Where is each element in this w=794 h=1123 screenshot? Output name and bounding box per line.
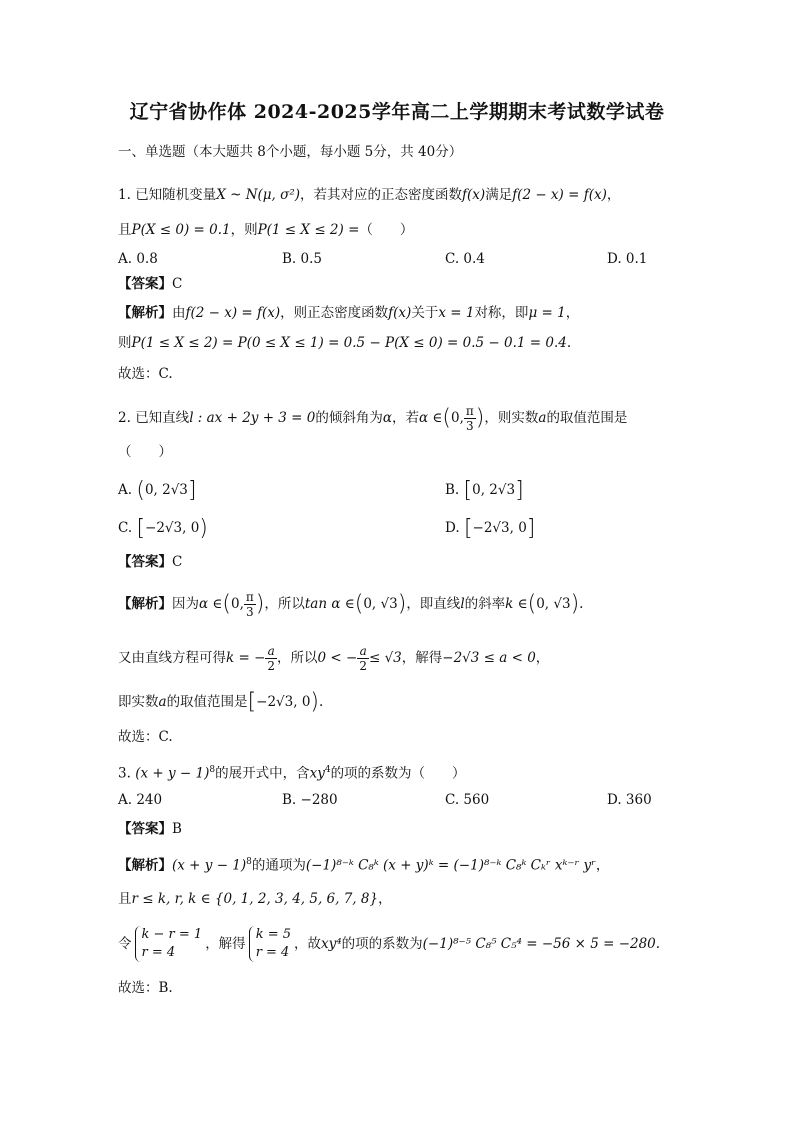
q3-option-c: C. 560	[445, 792, 490, 808]
frac-a-over-2: $\frac{a}{2}$	[359, 644, 367, 673]
frac-pi-over-3: $\frac{\pi}{3}$	[465, 404, 474, 433]
q1-stem-line2: 且P(X ≤ 0) = 0.1，则P(1 ≤ X ≤ 2) =（ ）	[118, 222, 414, 238]
q3-answer: 【答案】B	[118, 821, 182, 837]
q3-analysis-line1: 【解析】$(x + y - 1)^8$的通项为(−1)⁸⁻ᵏ C₈ᵏ (x + y)ᵏ = (−1)⁸⁻ᵏ C₈ᵏ Cₖʳ xᵏ⁻ʳ yʳ，	[118, 857, 610, 874]
q3-option-b: B. −280	[282, 792, 338, 808]
q3-analysis-line2: 且r ≤ k, r, k ∈ {0, 1, 2, 3, 4, 5, 6, 7, 8}，	[118, 891, 392, 907]
q2-option-c: C. [−2√3, 0)	[118, 516, 208, 541]
q2-stem-line1: 2. 已知直线l : ax + 2y + 3 = 0的倾斜角为α，若α ∈(0, $\frac{\pi}{3}$ )，则实数a的取值范围是	[118, 404, 628, 433]
q2-answer: 【答案】C	[118, 554, 183, 570]
q1-option-b: B. 0.5	[282, 251, 322, 267]
q2-option-d: D. [−2√3, 0]	[445, 516, 536, 541]
q3-conclusion: 故选：B.	[118, 980, 173, 996]
q1-analysis-line1: 【解析】由f(2 − x) = f(x)，则正态密度函数f(x)关于x = 1对称，即μ = 1，	[118, 305, 580, 321]
q1-conclusion: 故选：C.	[118, 366, 173, 382]
q1-option-d: D. 0.1	[607, 251, 648, 267]
q1-analysis-line2: 则P(1 ≤ X ≤ 2) = P(0 ≤ X ≤ 1) = 0.5 − P(X ≤ 0) = 0.5 − 0.1 = 0.4.	[118, 335, 572, 351]
q2-option-a: A. (0, 2√3]	[118, 478, 197, 503]
q3-option-a: A. 240	[118, 792, 163, 808]
q2-paren: （ ）	[118, 444, 172, 460]
q1-option-a: A. 0.8	[118, 251, 158, 267]
exam-title: 辽宁省协作体 2024-2025学年高二上学期期末考试数学试卷	[129, 101, 665, 123]
q3-analysis-line3: 令 k − r = 1 r = 4 ，解得 k = 5 r = 4 ，故xy⁴的项的系数为(−1)⁸⁻⁵ C₈⁵ C₅⁴ = −56 × 5 = −280.	[118, 927, 661, 960]
system-2: k = 5 r = 4	[249, 926, 291, 962]
system-1: k − r = 1 r = 4	[135, 926, 203, 962]
q3-stem: 3. $(x + y - 1)^8$的展开式中，含$xy^4$的项的系数为（ ）	[118, 765, 466, 782]
q2-analysis-line1: 【解析】因为α ∈(0, $\frac{\pi}{3}$ )，所以tan α ∈(0, √3)，即直线l的斜率k ∈(0, √3).	[118, 590, 584, 619]
q2-analysis-line2: 又由直线方程可得k = − $\frac{a}{2}$ ，所以0 < − $\frac{a}{2}$ ≤ √3，解得−2√3 ≤ a < 0，	[118, 644, 550, 673]
q1-stem-line1: 1. 已知随机变量X ~ N(μ, σ²)，若其对应的正态密度函数f(x)满足f(2 − x) = f(x)，	[118, 187, 621, 203]
q2-conclusion: 故选：C.	[118, 729, 173, 745]
q2-analysis-line3: 即实数a的取值范围是[−2√3, 0).	[118, 689, 324, 715]
frac-pi-over-3: $\frac{\pi}{3}$	[245, 590, 254, 619]
q3-option-d: D. 360	[607, 792, 652, 808]
q2-option-b: B. [0, 2√3]	[445, 478, 524, 503]
section-heading: 一、单选题（本大题共 8个小题，每小题 5分，共 40分）	[118, 144, 463, 160]
q1-option-c: C. 0.4	[445, 251, 485, 267]
frac-a-over-2: $\frac{a}{2}$	[267, 644, 276, 673]
q1-answer: 【答案】C	[118, 276, 183, 292]
